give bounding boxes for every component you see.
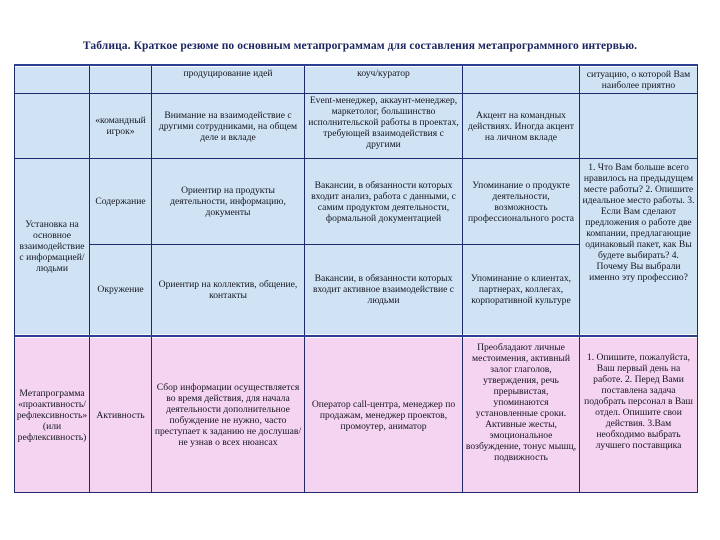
r1-c5 — [463, 67, 579, 93]
r4-c5: Упоминание о клиентах, партнерах, коллегах, корпоративной культуре — [463, 245, 579, 334]
r2-c5: Акцент на командных действиях. Иногда акцент на личном вкладе — [463, 94, 579, 158]
r3-c2: Содержание — [90, 159, 151, 244]
r4-c4: Вакансии, в обязанности которых входит активное взаимодействие с людьми — [305, 245, 462, 334]
grid-line — [304, 66, 305, 493]
grid-line — [14, 158, 698, 159]
grid-line — [579, 66, 580, 493]
r3-c6: 1. Что Вам больше всего нравилось на предыдущем месте работы? 2. Опишите идеальное место работы. 3. Если Вам сделают предложения о работе две компании, предлагающие одинаковый пакет, как Вы будете выбирать? 4. Почему Вы выбрали именно эту профессию? — [580, 159, 697, 334]
r1-c1 — [15, 67, 89, 93]
r2-c1 — [15, 94, 89, 158]
r2-c3: Внимание на взаимодействие с другими сотрудниками, на общем деле и вкладе — [152, 94, 304, 158]
r2-c4: Event-менеджер, аккаунт-менеджер, маркетолог, большинство исполнительской работы в проектах, требующей взаимодействия с другими — [305, 94, 462, 158]
r1-c6: ситуацию, о которой Вам наиболее приятно — [580, 67, 697, 93]
r5-c5: Преобладают личные местоимения, активный залог глаголов, утверждения, речь прерывистая, упоминаются установленные сроки. Активные жесты, эмоциональное возбуждение, тонус мышц, подвижность — [463, 338, 579, 492]
r3-c1: Установка на основное взаимодействие с информацией/ людьми — [15, 159, 89, 334]
grid-line — [89, 66, 90, 493]
grid-line — [151, 66, 152, 493]
r5-c4: Оператор call-центра, менеджер по продажам, менеджер проектов, промоутер, аниматор — [305, 338, 462, 492]
r2-c6 — [580, 94, 697, 158]
grid-line — [14, 335, 698, 337]
grid-line — [89, 244, 580, 245]
r1-c3: продуцирование идей — [152, 67, 304, 93]
title-divider — [14, 64, 698, 66]
r5-c2: Активность — [90, 338, 151, 492]
r1-c4: коуч/куратор — [305, 67, 462, 93]
r4-c2: Окружение — [90, 245, 151, 334]
grid-line — [14, 492, 698, 493]
r5-c3: Сбор информации осуществляется во время действия, для начала деятельности дополнительное побуждение не нужно, часто преступает к заданию не дослушав/не узнав о всех нюансах — [152, 338, 304, 492]
grid-line — [697, 66, 698, 493]
r2-c2: «командный игрок» — [90, 94, 151, 158]
grid-line — [462, 66, 463, 493]
page-title: Таблица. Краткое резюме по основным метапрограммам для составления метапрограммного интервью. — [82, 40, 638, 52]
r1-c2 — [90, 67, 151, 93]
r3-c5: Упоминание о продукте деятельности, возможность профессионального роста — [463, 159, 579, 244]
r5-c6: 1. Опишите, пожалуйста, Ваш первый день на работе. 2. Перед Вами поставлена задача подобрать персонал в Ваш отдел. Опишите свои действия. 3.Вам необходимо выбрать лучшего поставщика — [580, 338, 697, 492]
r3-c3: Ориентир на продукты деятельности, информацию, документы — [152, 159, 304, 244]
r5-c1: Метапрограмма «проактивность/ рефлексивность» (или рефлексивность) — [15, 338, 89, 492]
r3-c4: Вакансии, в обязанности которых входит анализ, работа с данными, с самим продуктом деятельности, формальной документацией — [305, 159, 462, 244]
r4-c3: Ориентир на коллектив, общение, контакты — [152, 245, 304, 334]
grid-line — [14, 93, 698, 94]
grid-line — [14, 66, 15, 493]
